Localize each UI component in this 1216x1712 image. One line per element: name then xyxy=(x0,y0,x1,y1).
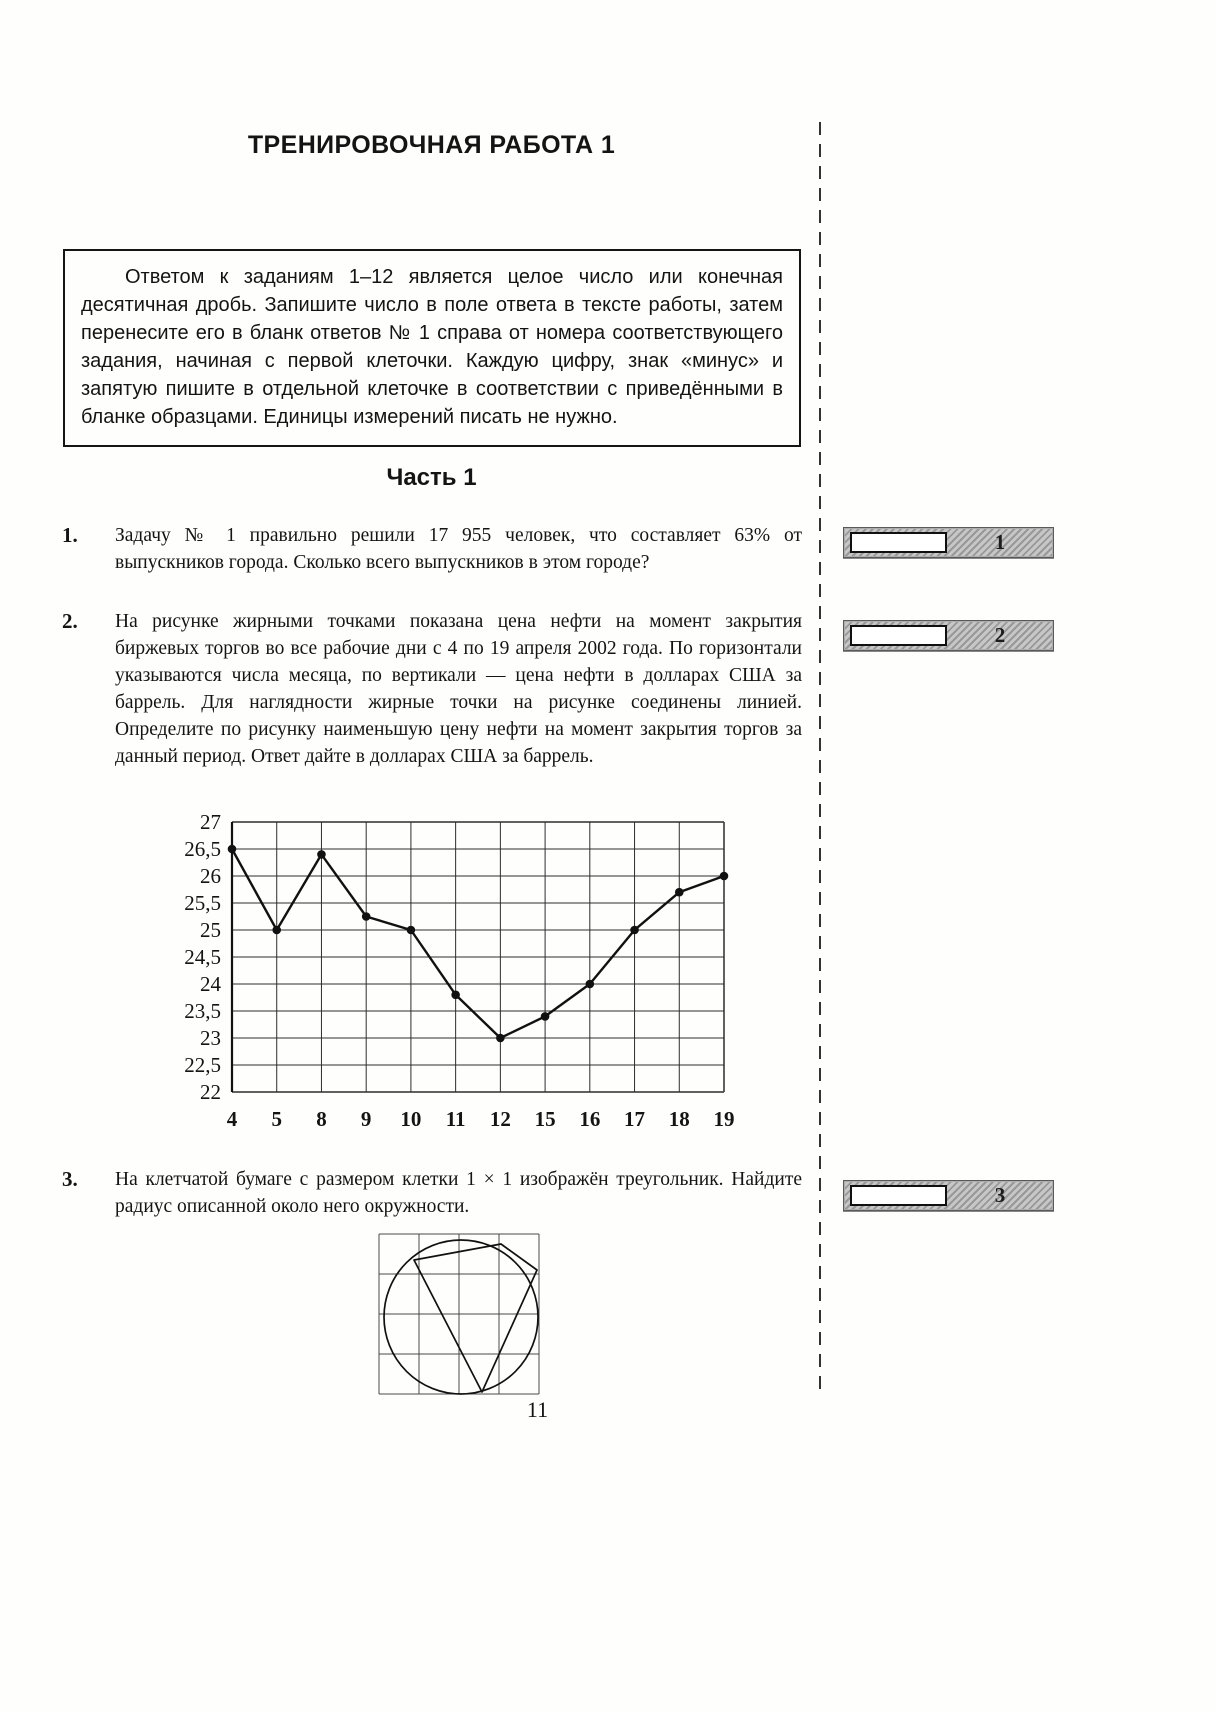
answer-box-2 xyxy=(843,620,1054,651)
page-title: ТРЕНИРОВОЧНАЯ РАБОТА 1 xyxy=(247,131,616,159)
svg-text:24: 24 xyxy=(200,972,221,996)
cut-dashed-line xyxy=(819,122,821,1390)
oil-price-chart xyxy=(147,810,747,1145)
problem-1-number: 1. xyxy=(62,523,78,547)
instruction-box xyxy=(63,249,801,447)
instruction-text: Ответом к заданиям 1–12 является целое число или конечная десятичная дробь. Запишите число в поле ответа в тексте работы, затем перенесите его в бланк ответов № 1 справа от номера соответствующего задания, начиная с первой клеточки. Каждую цифру, знак «минус» и запятую пишите в отдельной клеточке в соответствии с приведёнными в бланке образцами. Единицы измерений писать не нужно. xyxy=(81,266,783,428)
svg-text:5: 5 xyxy=(271,1107,282,1131)
triangle-figure xyxy=(376,1231,542,1402)
svg-text:27: 27 xyxy=(200,810,221,834)
section-heading: Часть 1 xyxy=(386,464,477,491)
svg-text:16: 16 xyxy=(579,1107,601,1131)
problem-3-number: 3. xyxy=(62,1167,78,1191)
svg-text:25,5: 25,5 xyxy=(184,891,221,915)
problem-3-text: На клетчатой бумаге с размером клетки 1 × 1 изображён треугольник. Найдите радиус описанной около него окружности. xyxy=(115,1169,802,1217)
svg-text:25: 25 xyxy=(200,918,221,942)
svg-text:26,5: 26,5 xyxy=(184,837,221,861)
svg-text:18: 18 xyxy=(668,1107,690,1131)
oil-price-chart-svg xyxy=(147,810,747,1140)
svg-text:12: 12 xyxy=(489,1107,511,1131)
svg-text:22: 22 xyxy=(200,1080,221,1104)
svg-text:23,5: 23,5 xyxy=(184,999,221,1023)
problem-1 xyxy=(62,522,802,576)
svg-text:4: 4 xyxy=(226,1107,238,1131)
answer-input-3[interactable] xyxy=(850,1185,947,1206)
problem-2-text: На рисунке жирными точками показана цена нефти на момент закрытия биржевых торгов во все рабочие дни с 4 по 19 апреля 2002 года. По горизонтали указываются числа месяца, по вертикали — цена нефти в долларах США за баррель. Для наглядности жирные точки на рисунке соединены линией. Определите по рисунку наименьшую цену нефти на момент закрытия торгов за данный период. Ответ дайте в долларах США за баррель. xyxy=(115,611,802,767)
svg-text:17: 17 xyxy=(624,1107,646,1131)
problem-2 xyxy=(62,608,802,770)
triangle-figure-svg xyxy=(376,1231,542,1397)
answer-box-1 xyxy=(843,527,1054,558)
page-number: 11 xyxy=(526,1397,549,1422)
svg-text:24,5: 24,5 xyxy=(184,945,221,969)
svg-text:10: 10 xyxy=(400,1107,422,1131)
answer-box-3-number: 3 xyxy=(994,1183,1006,1207)
answer-box-2-number: 2 xyxy=(994,623,1006,647)
svg-text:23: 23 xyxy=(200,1026,221,1050)
svg-text:11: 11 xyxy=(445,1107,466,1131)
svg-text:9: 9 xyxy=(360,1107,372,1131)
problem-3 xyxy=(62,1166,802,1220)
svg-text:26: 26 xyxy=(200,864,221,888)
svg-text:22,5: 22,5 xyxy=(184,1053,221,1077)
svg-text:19: 19 xyxy=(713,1107,735,1131)
answer-box-1-number: 1 xyxy=(994,530,1006,554)
answer-box-3 xyxy=(843,1180,1054,1211)
problem-1-text: Задачу № 1 правильно решили 17 955 человек, что составляет 63% от выпускников города. Сколько всего выпускников в этом городе? xyxy=(115,525,802,573)
svg-text:15: 15 xyxy=(534,1107,556,1131)
answer-input-1[interactable] xyxy=(850,532,947,553)
answer-input-2[interactable] xyxy=(850,625,947,646)
problem-2-number: 2. xyxy=(62,609,78,633)
svg-text:8: 8 xyxy=(316,1107,327,1131)
